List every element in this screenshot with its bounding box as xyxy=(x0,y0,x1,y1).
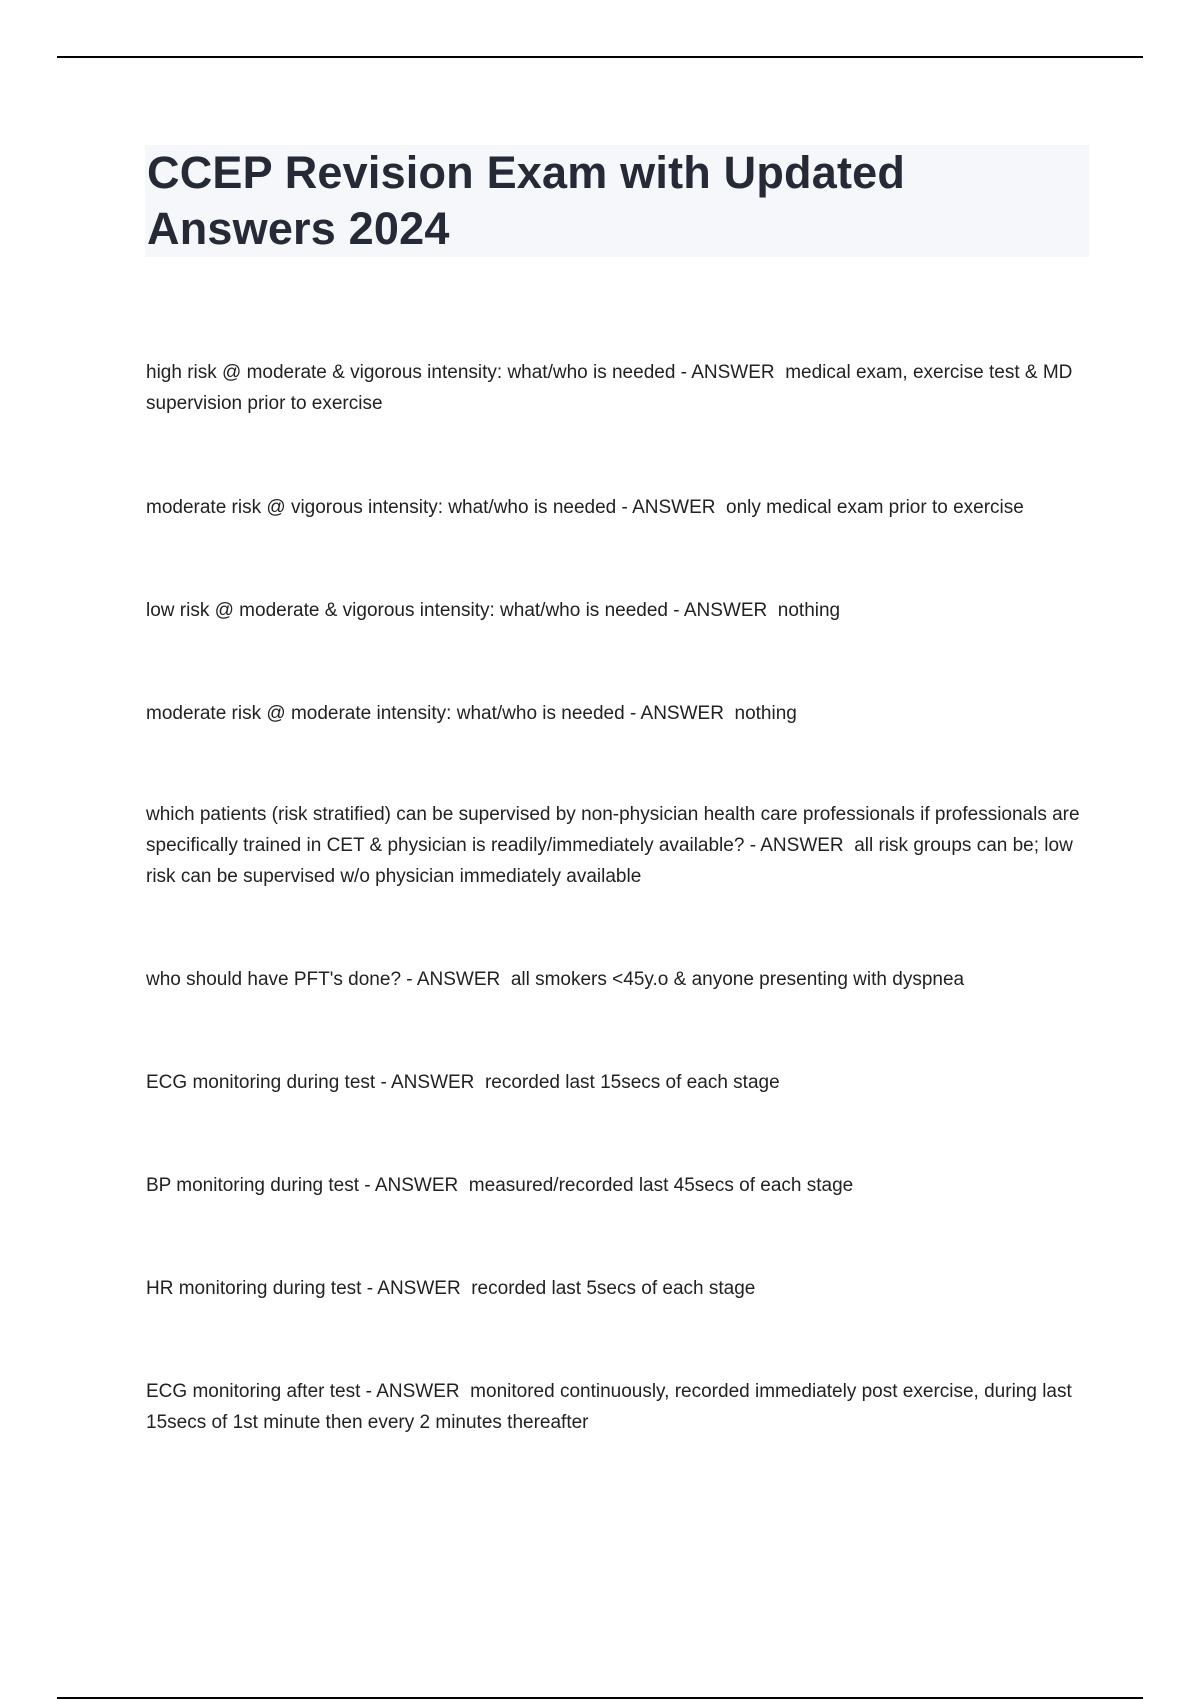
qa-answer: only medical exam prior to exercise xyxy=(726,497,1024,518)
qa-question: ECG monitoring after test xyxy=(146,1381,361,1402)
qa-question: which patients (risk stratified) can be supervised by non-physician health care professionals if professionals are specifically trained in CET & physician is readily/immediately available? xyxy=(146,804,1080,856)
qa-question: HR monitoring during test xyxy=(146,1278,362,1299)
title-block xyxy=(145,145,1089,257)
qa-item xyxy=(146,964,1086,995)
qa-separator: - ANSWER xyxy=(744,835,855,856)
qa-question: low risk @ moderate & vigorous intensity: what/who is needed xyxy=(146,600,668,621)
qa-item xyxy=(146,1067,1086,1098)
qa-answer: all smokers <45y.o & anyone presenting with dyspnea xyxy=(510,969,965,990)
qa-separator: - ANSWER xyxy=(360,1381,471,1402)
qa-item xyxy=(146,799,1086,892)
qa-separator: - ANSWER xyxy=(361,1278,472,1299)
qa-separator: - ANSWER xyxy=(359,1175,469,1196)
qa-separator: - ANSWER xyxy=(667,600,778,621)
qa-separator: - ANSWER xyxy=(624,703,735,724)
qa-answer: monitored continuously, recorded immediately post exercise, during last 15secs of 1st minute then every 2 minutes thereafter xyxy=(146,1381,1072,1433)
qa-separator: - ANSWER xyxy=(616,497,727,518)
qa-answer: measured/recorded last 45secs of each stage xyxy=(468,1175,854,1196)
top-rule xyxy=(57,56,1143,58)
qa-item xyxy=(146,698,1086,729)
qa-answer: nothing xyxy=(734,703,797,724)
qa-answer: all risk groups can be; low risk can be supervised w/o physician immediately available xyxy=(146,835,1073,887)
qa-item xyxy=(146,595,1086,626)
qa-item xyxy=(146,1170,1086,1201)
qa-question: moderate risk @ moderate intensity: what/who is needed xyxy=(146,703,625,724)
qa-item xyxy=(146,357,1086,419)
qa-item xyxy=(146,1273,1086,1304)
qa-question: BP monitoring during test xyxy=(146,1175,359,1196)
document-title: CCEP Revision Exam with Updated Answers 2024 xyxy=(147,147,906,254)
qa-question: moderate risk @ vigorous intensity: what/who is needed xyxy=(146,497,617,518)
qa-question: who should have PFT's done? xyxy=(146,969,402,990)
qa-answer: medical exam, exercise test & MD supervision prior to exercise xyxy=(146,362,1073,414)
qa-answer: recorded last 5secs of each stage xyxy=(471,1278,756,1299)
bottom-rule xyxy=(57,1697,1143,1699)
qa-item xyxy=(146,1376,1086,1438)
qa-question: high risk @ moderate & vigorous intensity: what/who is needed xyxy=(146,362,676,383)
qa-item xyxy=(146,492,1086,523)
qa-answer: nothing xyxy=(777,600,841,621)
qa-question: ECG monitoring during test xyxy=(146,1072,376,1093)
qa-separator: - ANSWER xyxy=(675,362,786,383)
qa-answer: recorded last 15secs of each stage xyxy=(484,1072,780,1093)
qa-separator: - ANSWER xyxy=(401,969,511,990)
qa-separator: - ANSWER xyxy=(375,1072,485,1093)
